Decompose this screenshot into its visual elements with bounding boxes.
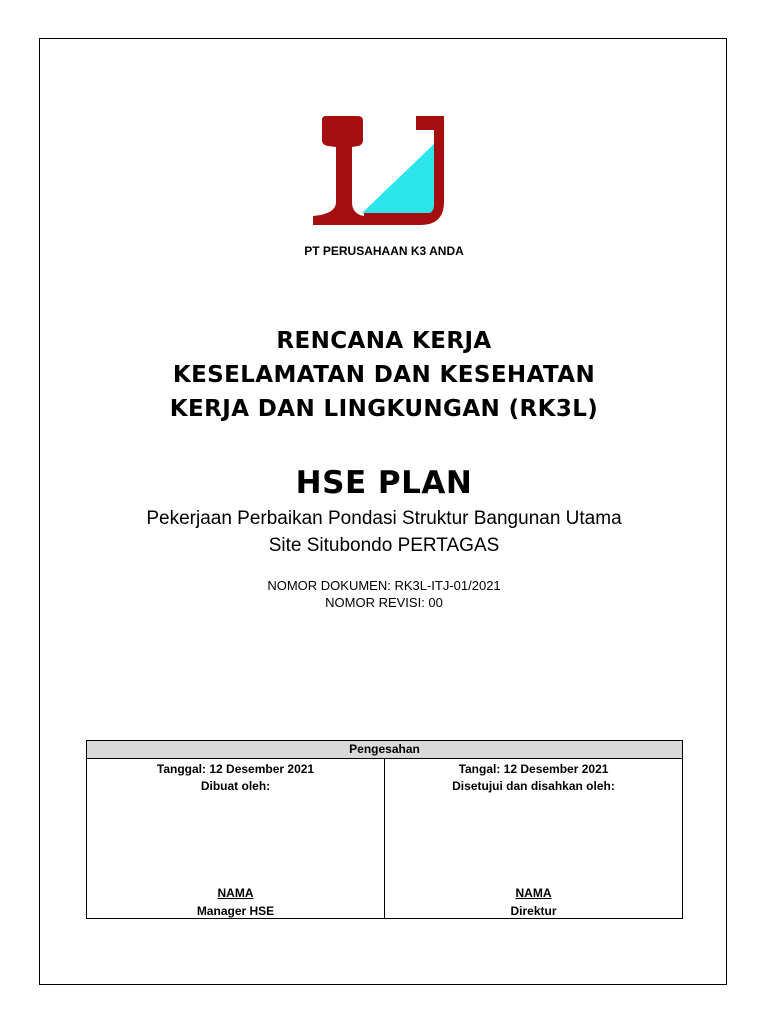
approved-name: NAMA: [515, 886, 552, 900]
approval-body: [87, 759, 682, 919]
subtitle-line-2: Site Situbondo PERTAGAS: [268, 535, 500, 556]
title-line-3: KERJA DAN LINGKUNGAN (RK3L): [169, 396, 599, 422]
title-line-2: KESELAMATAN DAN KESEHATAN: [172, 362, 596, 388]
logo-cyan-triangle: [362, 144, 434, 213]
approved-position: Direktur: [510, 904, 557, 918]
hse-plan-title: HSE PLAN: [295, 465, 473, 501]
prepared-position: Manager HSE: [196, 904, 275, 918]
approval-table: [86, 740, 683, 919]
approved-by-label: Disetujui dan disahkan oleh:: [452, 779, 615, 793]
document-number: NOMOR DOKUMEN: RK3L-ITJ-01/2021: [267, 578, 501, 593]
revision-number: NOMOR REVISI: 00: [325, 595, 443, 610]
approval-approved-by: [385, 759, 682, 919]
prepared-name: NAMA: [217, 886, 254, 900]
subtitle-line-1: Pekerjaan Perbaikan Pondasi Struktur Bangunan Utama: [146, 508, 622, 529]
title-line-1: RENCANA KERJA: [276, 328, 492, 354]
logo-left-rail: [313, 116, 364, 225]
prepared-by-label: Dibuat oleh:: [200, 779, 271, 793]
prepared-date: Tanggal: 12 Desember 2021: [156, 762, 315, 776]
company-name: PT PERUSAHAAN K3 ANDA: [304, 244, 464, 258]
approval-prepared-by: [87, 759, 385, 919]
approved-date: Tangal: 12 Desember 2021: [458, 762, 609, 776]
approval-header: Pengesahan: [87, 741, 682, 759]
company-logo: [308, 114, 450, 228]
